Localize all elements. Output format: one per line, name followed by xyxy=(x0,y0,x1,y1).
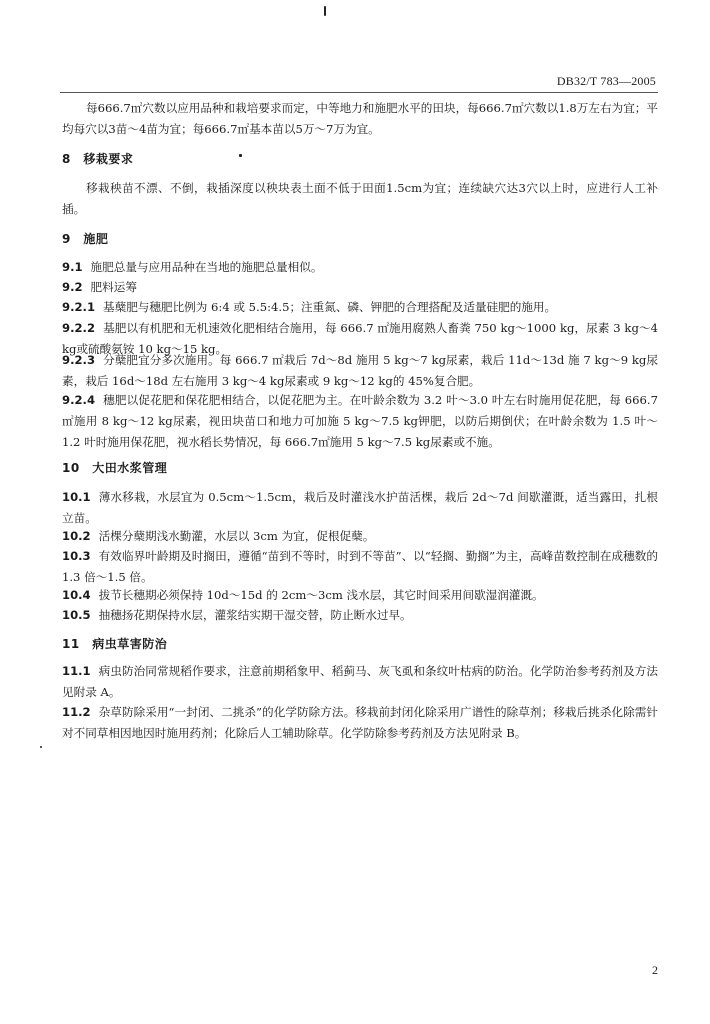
clause-9-2-1 xyxy=(62,297,658,318)
clause-number: 10.1 xyxy=(62,490,91,504)
clause-text: 薄水移栽，水层宜为 0.5cm～1.5cm，栽后及时灌浅水护苗活棵，栽后 2d～7d 间歇灌溉，适当露田，扎根立苗。 xyxy=(62,490,658,525)
clause-10-4 xyxy=(62,585,658,606)
clause-number: 9.2.1 xyxy=(62,300,96,314)
standard-code: DB32/T 783—2005 xyxy=(556,74,656,88)
clause-text: 施肥总量与应用品种在当地的施肥总量相似。 xyxy=(90,260,323,274)
section-8-paragraph: 移栽秧苗不漂、不倒，栽插深度以秧块表土面不低于田面1.5cm为宜；连续缺穴达3穴以上时，应进行人工补插。 xyxy=(62,181,658,216)
clause-text: 基肥以有机肥和无机速效化肥相结合施用，每 666.7 ㎡施用腐熟人畜粪 750 kg～1000 kg，尿素 3 kg～4 kg或硫酸氨铵 10 kg～15 kg。 xyxy=(62,321,658,356)
clause-11-2 xyxy=(62,702,658,744)
section-8-heading: 8 移栽要求 xyxy=(62,152,134,166)
clause-text: 肥料运筹 xyxy=(90,280,137,294)
clause-number: 10.2 xyxy=(62,529,91,543)
intro-paragraph: 每666.7㎡穴数以应用品种和栽培要求而定，中等地力和施肥水平的田块，每666.7㎡穴数以1.8万左右为宜；平均每穴以3苗～4苗为宜；每666.7㎡基本苗以5万～7万为宜。 xyxy=(62,101,658,136)
clause-9-2-4 xyxy=(62,390,658,453)
clause-10-2 xyxy=(62,526,658,547)
clause-number: 9.2 xyxy=(62,280,83,294)
clause-11-1 xyxy=(62,661,658,703)
clause-text: 抽穗扬花期保持水层，灌浆结实期干湿交替，防止断水过早。 xyxy=(98,608,412,622)
page-number: 2 xyxy=(652,963,658,977)
clause-text: 病虫防治同常规稻作要求，注意前期稻象甲、稻蓟马、灰飞虱和条纹叶枯病的防治。化学防治参考药剂及方法见附录 A。 xyxy=(62,664,658,699)
scan-speck xyxy=(40,746,42,748)
clause-text: 分蘖肥宜分多次施用。每 666.7 ㎡栽后 7d～8d 施用 5 kg～7 kg尿素，栽后 11d～13d 施 7 kg～9 kg尿素，栽后 16d～18d 左右施用 3 kg～4 kg尿素或 9 kg～12 kg的 45%复合肥。 xyxy=(62,353,658,388)
section-11-heading: 11 病虫草害防治 xyxy=(62,637,168,651)
clause-text: 穗肥以促花肥和保花肥相结合，以促花肥为主。在叶龄余数为 3.2 叶～3.0 叶左右时施用促花肥，每 666.7 ㎡施用 8 kg～12 kg尿素，视田块苗口和地力可加施 5 kg～7.5 kg钾肥，以防后期倒伏；在叶龄余数为 1.5 叶～1.2 叶时施用保花肥，视水稻长势情况，每 666.7㎡施用 5 kg～7.5 kg尿素或不施。 xyxy=(62,393,658,449)
clause-number: 9.2.3 xyxy=(62,353,96,367)
section-9-heading: 9 施肥 xyxy=(62,232,109,246)
clause-text: 基蘖肥与穗肥比例为 6:4 或 5.5:4.5；注重氮、磷、钾肥的合理搭配及适量硅肥的施用。 xyxy=(103,300,557,314)
clause-10-1 xyxy=(62,487,658,529)
clause-9-1 xyxy=(62,257,658,278)
clause-number: 9.2.4 xyxy=(62,393,96,407)
clause-number: 10.4 xyxy=(62,588,91,602)
clause-number: 9.1 xyxy=(62,260,83,274)
clause-10-3 xyxy=(62,546,658,588)
clause-number: 9.2.2 xyxy=(62,321,96,335)
header-rule xyxy=(60,92,658,93)
clause-text: 拔节长穗期必须保持 10d～15d 的 2cm～3cm 浅水层，其它时间采用间歇湿润灌溉。 xyxy=(98,588,544,602)
clause-number: 10.3 xyxy=(62,549,91,563)
clause-10-5 xyxy=(62,605,658,626)
clause-number: 11.2 xyxy=(62,705,91,719)
clause-number: 10.5 xyxy=(62,608,91,622)
clause-number: 11.1 xyxy=(62,664,91,678)
clause-text: 有效临界叶龄期及时搁田，遵循“苗到不等时，时到不等苗”、以“轻搁、勤搁”为主，高峰苗数控制在成穗数的 1.3 倍～1.5 倍。 xyxy=(62,549,658,584)
clause-9-2 xyxy=(62,277,658,298)
scan-speck xyxy=(324,6,326,16)
section-10-heading: 10 大田水浆管理 xyxy=(62,461,168,475)
clause-9-2-3 xyxy=(62,350,658,392)
clause-text: 活棵分蘖期浅水勤灌，水层以 3cm 为宜，促根促蘖。 xyxy=(98,529,375,543)
clause-text: 杂草防除采用“一封闭、二挑杀”的化学防除方法。移栽前封闭化除采用广谱性的除草剂；移栽后挑杀化除需针对不同草相因地因时施用药剂；化除后人工辅助除草。化学防除参考药剂及方法见附录 B。 xyxy=(62,705,658,740)
